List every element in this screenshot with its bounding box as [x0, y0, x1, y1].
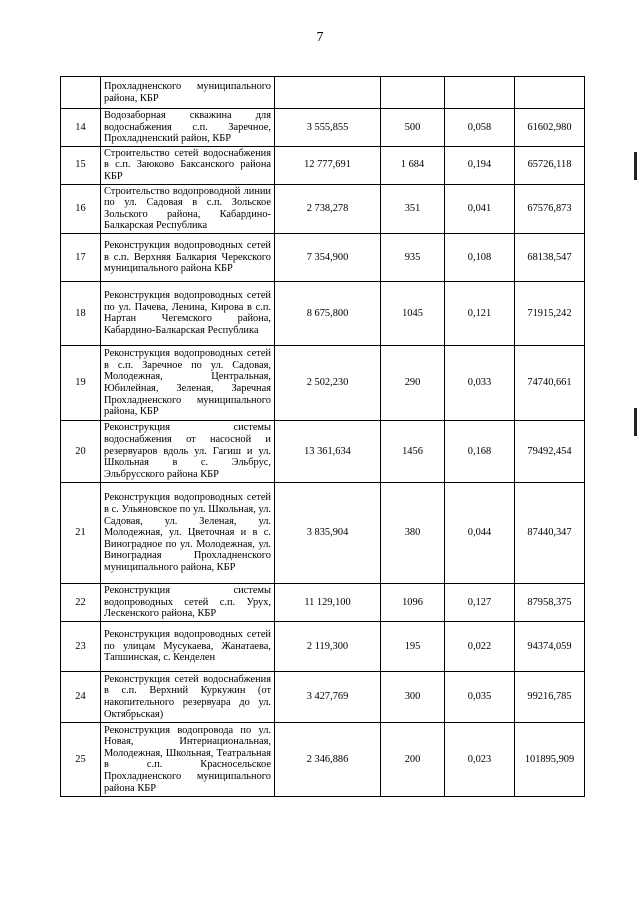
projects-table — [60, 76, 585, 797]
cell-length: 1 684 — [381, 146, 445, 184]
cell-share: 0,194 — [445, 146, 515, 184]
cell-share: 0,044 — [445, 482, 515, 583]
cell-cost: 2 502,230 — [275, 345, 381, 420]
cell-cumulative: 74740,661 — [515, 345, 585, 420]
cell-cost: 8 675,800 — [275, 281, 381, 345]
scan-edge-mark — [634, 152, 637, 180]
cell-cumulative: 79492,454 — [515, 420, 585, 482]
cell-share: 0,108 — [445, 233, 515, 281]
cell-project-name: Реконструкция водопровода по ул. Новая, Интернациональная, Молодежная, Школьная, Театральная в с.п. Красносельское Прохладненского муниципального района КБР — [101, 722, 275, 796]
cell-project-name: Строительство сетей водоснабжения в с.п. Заюково Баксанского района КБР — [101, 146, 275, 184]
cell-length: 935 — [381, 233, 445, 281]
table-row — [61, 420, 585, 482]
table-row — [61, 671, 585, 722]
cell-cost: 7 354,900 — [275, 233, 381, 281]
cell-share: 0,035 — [445, 671, 515, 722]
cell-cumulative: 65726,118 — [515, 146, 585, 184]
table-row — [61, 109, 585, 147]
cell-number: 20 — [61, 420, 101, 482]
projects-table-body — [61, 77, 585, 797]
cell-cumulative: 71915,242 — [515, 281, 585, 345]
cell-cumulative: 67576,873 — [515, 184, 585, 233]
cell-number: 15 — [61, 146, 101, 184]
cell-length: 290 — [381, 345, 445, 420]
page-number: 7 — [316, 30, 324, 45]
cell-length — [381, 77, 445, 109]
cell-length: 351 — [381, 184, 445, 233]
cell-share — [445, 77, 515, 109]
cell-cumulative: 101895,909 — [515, 722, 585, 796]
cell-project-name: Реконструкция системы водоснабжения от насосной и резервуаров вдоль ул. Гагиш и ул. Школьная в с. Эльбрус, Эльбрусского района КБР — [101, 420, 275, 482]
cell-cost: 13 361,634 — [275, 420, 381, 482]
cell-project-name: Реконструкция сетей водоснабжения в с.п. Верхний Куркужин (от накопительного резервуара до ул. Октябрьская) — [101, 671, 275, 722]
cell-cost: 3 835,904 — [275, 482, 381, 583]
cell-cost: 2 738,278 — [275, 184, 381, 233]
cell-cost: 3 427,769 — [275, 671, 381, 722]
cell-project-name: Водозаборная скважина для водоснабжения с.п. Заречное, Прохладненский район, КБР — [101, 109, 275, 147]
table-row — [61, 722, 585, 796]
cell-cumulative: 87958,375 — [515, 583, 585, 621]
cell-cost: 2 119,300 — [275, 621, 381, 671]
cell-share: 0,041 — [445, 184, 515, 233]
cell-number: 21 — [61, 482, 101, 583]
cell-project-name: Прохладненского муниципального района, КБР — [101, 77, 275, 109]
table-row — [61, 281, 585, 345]
cell-number: 16 — [61, 184, 101, 233]
cell-share: 0,023 — [445, 722, 515, 796]
table-row — [61, 482, 585, 583]
table-row — [61, 184, 585, 233]
cell-number: 23 — [61, 621, 101, 671]
table-row — [61, 146, 585, 184]
cell-number: 19 — [61, 345, 101, 420]
cell-number: 24 — [61, 671, 101, 722]
cell-length: 1045 — [381, 281, 445, 345]
cell-project-name: Строительство водопроводной линии по ул. Садовая в с.п. Зольское Зольского района, Кабардино-Балкарская Республика — [101, 184, 275, 233]
cell-share: 0,127 — [445, 583, 515, 621]
cell-length: 195 — [381, 621, 445, 671]
cell-number: 22 — [61, 583, 101, 621]
cell-cumulative: 99216,785 — [515, 671, 585, 722]
cell-project-name: Реконструкция системы водопроводных сетей с.п. Урух, Лескенского района, КБР — [101, 583, 275, 621]
cell-length: 500 — [381, 109, 445, 147]
cell-cost: 2 346,886 — [275, 722, 381, 796]
cell-length: 200 — [381, 722, 445, 796]
cell-cumulative: 68138,547 — [515, 233, 585, 281]
cell-cumulative: 61602,980 — [515, 109, 585, 147]
scan-edge-mark — [634, 408, 637, 436]
table-row-continuation — [61, 77, 585, 109]
cell-project-name: Реконструкция водопроводных сетей по улицам Мусукаева, Жанатаева, Тапшинская, с. Кенделен — [101, 621, 275, 671]
cell-share: 0,168 — [445, 420, 515, 482]
table-row — [61, 583, 585, 621]
cell-project-name: Реконструкция водопроводных сетей по ул. Пачева, Ленина, Кирова в с.п. Нартан Чегемского района, Кабардино-Балкарская Республика — [101, 281, 275, 345]
cell-number: 14 — [61, 109, 101, 147]
cell-length: 1096 — [381, 583, 445, 621]
cell-share: 0,022 — [445, 621, 515, 671]
cell-project-name: Реконструкция водопроводных сетей в с.п. Заречное по ул. Садовая, Молодежная, Центральная, Юбилейная, Зеленая, Заречная Прохладненского муниципального района, КБР — [101, 345, 275, 420]
cell-cumulative: 94374,059 — [515, 621, 585, 671]
cell-share: 0,121 — [445, 281, 515, 345]
cell-cumulative: 87440,347 — [515, 482, 585, 583]
cell-number: 17 — [61, 233, 101, 281]
cell-project-name: Реконструкция водопроводных сетей в с. Ульяновское по ул. Школьная, ул. Садовая, ул. Зеленая, ул. Молодежная, ул. Цветочная и в с. Виноградное по ул. Молодежная, ул. Виноградная Прохладненского муниципального района, КБР — [101, 482, 275, 583]
cell-cost: 11 129,100 — [275, 583, 381, 621]
cell-share: 0,058 — [445, 109, 515, 147]
cell-share: 0,033 — [445, 345, 515, 420]
cell-number: 25 — [61, 722, 101, 796]
cell-length: 380 — [381, 482, 445, 583]
cell-length: 300 — [381, 671, 445, 722]
table-row — [61, 621, 585, 671]
cell-number: 18 — [61, 281, 101, 345]
table-row — [61, 233, 585, 281]
cell-cost: 12 777,691 — [275, 146, 381, 184]
cell-number — [61, 77, 101, 109]
cell-cumulative — [515, 77, 585, 109]
cell-length: 1456 — [381, 420, 445, 482]
cell-project-name: Реконструкция водопроводных сетей в с.п. Верхняя Балкария Черекского муниципального района КБР — [101, 233, 275, 281]
cell-cost: 3 555,855 — [275, 109, 381, 147]
table-row — [61, 345, 585, 420]
cell-cost — [275, 77, 381, 109]
